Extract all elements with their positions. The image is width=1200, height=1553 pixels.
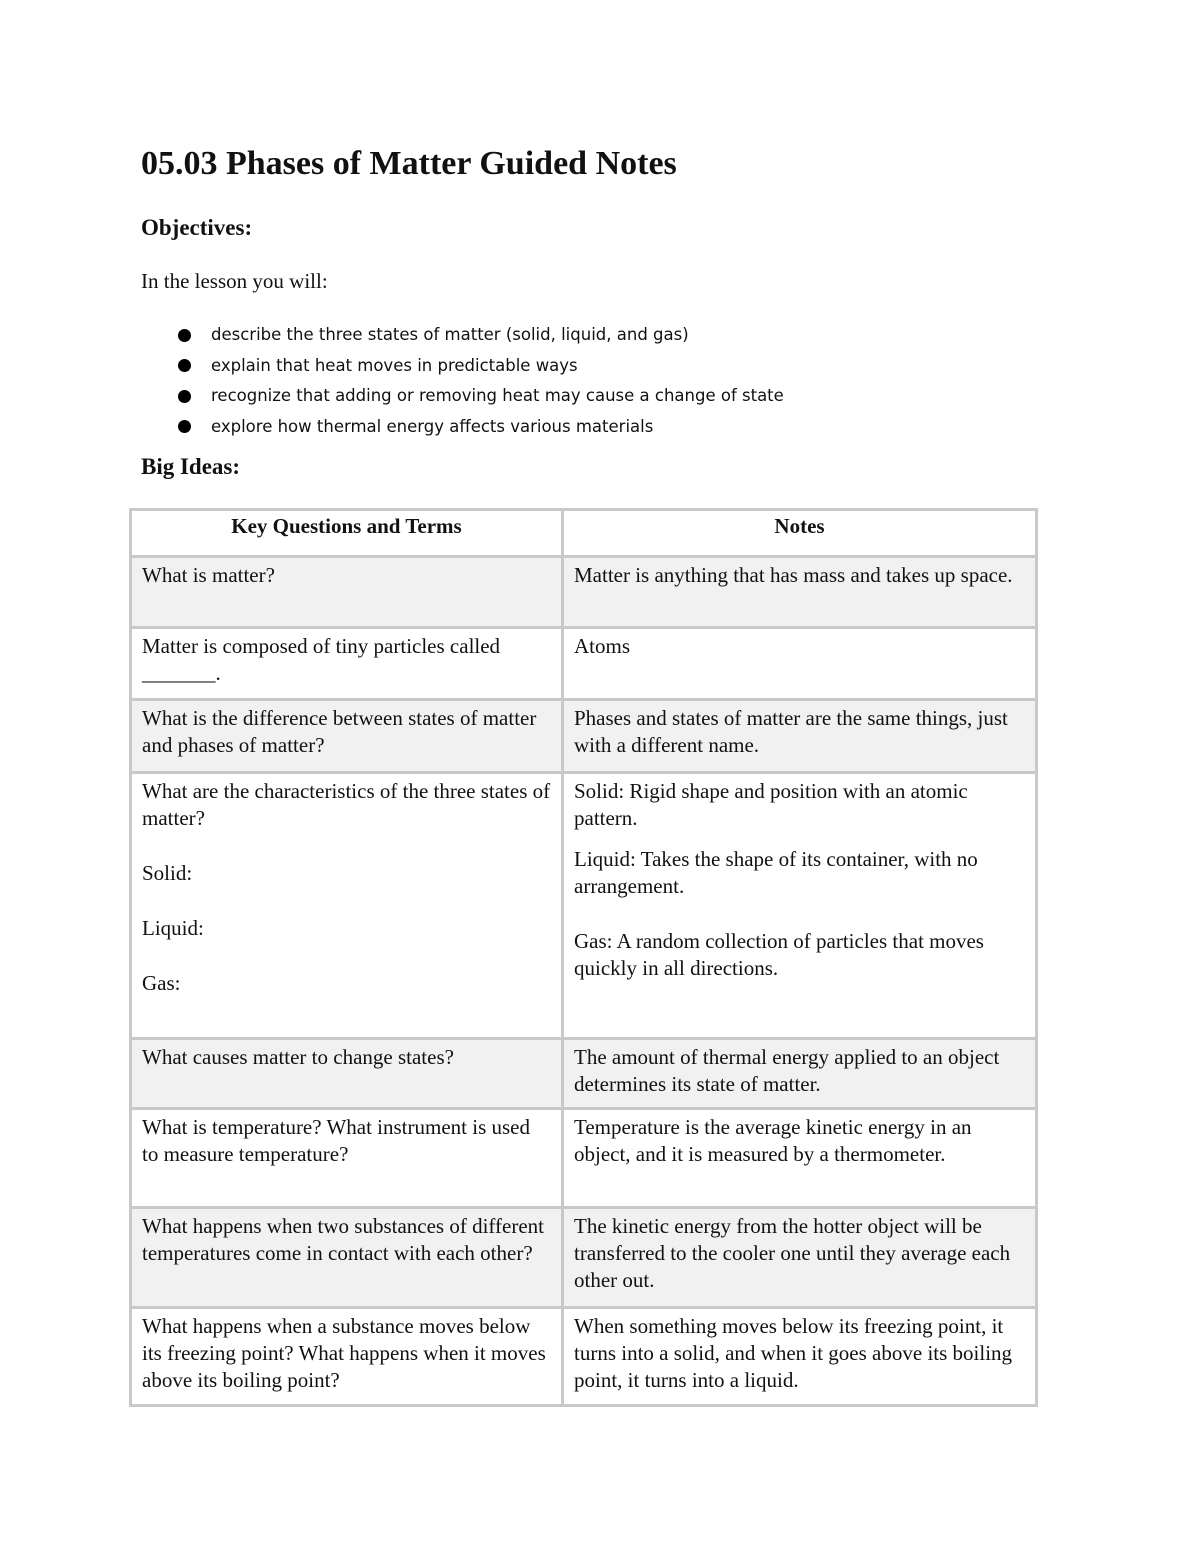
note-cell[interactable] [563,773,1037,1039]
note-liquid: Liquid: Takes the shape of its container, with no arrangement. [574,847,978,898]
note-cell[interactable]: Atoms [563,628,1037,700]
page-title: 05.03 Phases of Matter Guided Notes [141,145,677,182]
state-label-gas: Gas: [142,971,181,995]
table-row [131,628,1037,700]
question-cell: What causes matter to change states? [131,1039,563,1109]
question-cell: What happens when two substances of different temperatures come in contact with each other? [131,1208,563,1308]
big-ideas-heading: Big Ideas: [141,454,241,479]
note-solid: Solid: Rigid shape and position with an atomic pattern. [574,779,968,830]
note-cell[interactable]: Matter is anything that has mass and takes up space. [563,557,1037,628]
note-cell[interactable]: The amount of thermal energy applied to an object determines its state of matter. [563,1039,1037,1109]
note-cell[interactable]: Phases and states of matter are the same things, just with a different name. [563,700,1037,773]
bullet-icon [178,359,191,372]
list-item: explore how thermal energy affects various materials [141,412,1041,443]
note-cell[interactable]: Temperature is the average kinetic energy in an object, and it is measured by a thermometer. [563,1109,1037,1208]
notes-table [129,508,1038,1407]
question-cell: What is temperature? What instrument is used to measure temperature? [131,1109,563,1208]
question-cell: What are the characteristics of the three states of matter? Solid: Liquid: Gas: [131,773,563,1039]
table-header-row [131,510,1037,557]
column-header-questions: Key Questions and Terms [131,510,563,557]
table-row [131,1039,1037,1109]
table-row [131,700,1037,773]
objectives-heading: Objectives: [141,215,253,240]
question-cell: What is the difference between states of matter and phases of matter? [131,700,563,773]
bullet-icon [178,390,191,403]
bullet-icon [178,329,191,342]
list-item: recognize that adding or removing heat may cause a change of state [141,381,1041,412]
note-cell[interactable]: The kinetic energy from the hotter object will be transferred to the cooler one until they average each other out. [563,1208,1037,1308]
state-label-liquid: Liquid: [142,916,204,940]
list-item: describe the three states of matter (solid, liquid, and gas) [141,320,1041,351]
question-cell: Matter is composed of tiny particles called _______. [131,628,563,700]
column-header-notes: Notes [563,510,1037,557]
table-row [131,773,1037,1039]
table-row [131,1308,1037,1406]
table-row [131,1109,1037,1208]
note-gas: Gas: A random collection of particles that moves quickly in all directions. [574,929,984,980]
note-cell[interactable]: When something moves below its freezing point, it turns into a solid, and when it goes above its boiling point, it turns into a liquid. [563,1308,1037,1406]
list-item: explain that heat moves in predictable ways [141,351,1041,382]
objectives-intro: In the lesson you will: [141,269,328,293]
table-row [131,557,1037,628]
question-cell: What happens when a substance moves below its freezing point? What happens when it moves above its boiling point? [131,1308,563,1406]
objectives-list [141,320,1041,442]
question-cell: What is matter? [131,557,563,628]
bullet-icon [178,420,191,433]
document-page [141,140,1041,482]
state-label-solid: Solid: [142,861,193,885]
table-row [131,1208,1037,1308]
